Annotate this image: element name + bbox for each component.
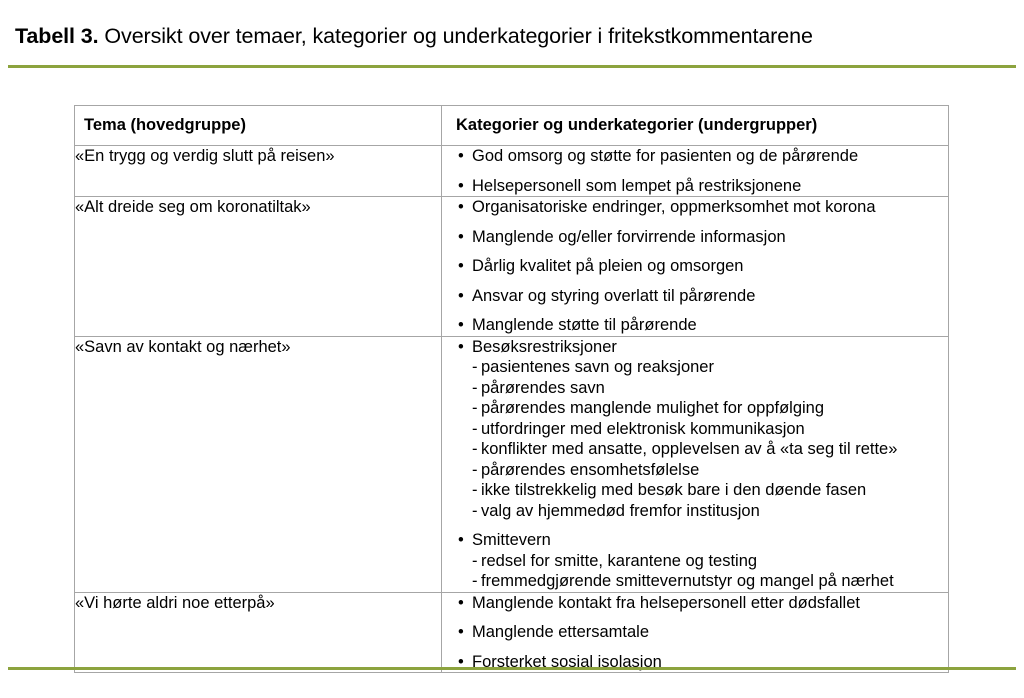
bullet-group xyxy=(442,286,948,307)
bullet-group xyxy=(442,593,948,614)
sub-bullet-list xyxy=(442,551,948,592)
bullet-group xyxy=(442,146,948,167)
bullet-item-label: Manglende og/eller forvirrende informasjon xyxy=(472,227,786,246)
sub-bullet-item xyxy=(442,460,948,481)
sub-bullet-item-label: utfordringer med elektronisk kommunikasjon xyxy=(481,419,805,438)
table-row xyxy=(75,197,949,337)
categories-cell xyxy=(442,592,949,673)
sub-bullet-item xyxy=(442,571,948,592)
bullet-dot-icon: • xyxy=(458,623,464,641)
sub-bullet-dash-icon: - xyxy=(472,460,478,479)
bullet-dot-icon: • xyxy=(458,652,464,671)
bullet-item xyxy=(442,197,948,218)
bullet-dot-icon: • xyxy=(458,147,464,165)
sub-bullet-item-label: konflikter med ansatte, opplevelsen av å «ta seg til rette» xyxy=(481,440,898,458)
bullet-item-label: Besøksrestriksjoner xyxy=(472,337,617,356)
sub-bullet-item xyxy=(442,501,948,522)
table-row xyxy=(75,592,949,673)
bullet-item xyxy=(442,176,948,197)
sub-bullet-item xyxy=(442,398,948,419)
bullet-item-label: Manglende kontakt fra helsepersonell etter dødsfallet xyxy=(472,593,860,612)
sub-bullet-dash-icon: - xyxy=(472,551,478,570)
categories-cell xyxy=(442,336,949,592)
bullet-group xyxy=(442,197,948,218)
bullet-dot-icon: • xyxy=(458,593,464,612)
categories-cell xyxy=(442,197,949,337)
bullet-item xyxy=(442,530,948,551)
bullet-dot-icon: • xyxy=(458,316,464,334)
caption-text: Oversikt over temaer, kategorier og underkategorier i fritekstkommentarene xyxy=(98,24,813,48)
bullet-group xyxy=(442,337,948,522)
bullet-dot-icon: • xyxy=(458,176,464,195)
sub-bullet-item-label: valg av hjemmedød fremfor institusjon xyxy=(481,501,760,520)
bullet-item xyxy=(442,337,948,358)
bullet-dot-icon: • xyxy=(458,198,464,216)
table-body xyxy=(75,146,949,673)
bullet-item xyxy=(442,146,948,167)
bullet-item xyxy=(442,286,948,307)
sub-bullet-item xyxy=(442,357,948,378)
sub-bullet-dash-icon: - xyxy=(472,419,478,438)
bullet-item-label: Dårlig kvalitet på pleien og omsorgen xyxy=(472,257,744,275)
bullet-item-label: Manglende støtte til pårørende xyxy=(472,316,697,334)
bullet-item-label: Helsepersonell som lempet på restriksjonene xyxy=(472,176,802,195)
bullet-item-label: Ansvar og styring overlatt til pårørende xyxy=(472,286,756,305)
sub-bullet-item-label: pårørendes manglende mulighet for oppfølging xyxy=(481,399,825,417)
sub-bullet-item xyxy=(442,419,948,440)
sub-bullet-dash-icon: - xyxy=(472,440,478,458)
bullet-dot-icon: • xyxy=(458,286,464,305)
sub-bullet-item xyxy=(442,480,948,501)
bullet-dot-icon: • xyxy=(458,531,464,549)
bullet-dot-icon: • xyxy=(458,337,464,356)
theme-cell: «Vi hørte aldri noe etterpå» xyxy=(75,592,442,673)
bullet-list xyxy=(442,197,948,336)
sub-bullet-dash-icon: - xyxy=(472,358,478,376)
sub-bullet-dash-icon: - xyxy=(472,399,478,417)
sub-bullet-item-label: redsel for smitte, karantene og testing xyxy=(481,551,758,570)
bullet-item-label: God omsorg og støtte for pasienten og de pårørende xyxy=(472,147,859,165)
bullet-list xyxy=(442,593,948,673)
sub-bullet-dash-icon: - xyxy=(472,501,478,520)
sub-bullet-item-label: pårørendes savn xyxy=(481,378,605,397)
table-container xyxy=(74,105,948,673)
bullet-list xyxy=(442,337,948,592)
sub-bullet-item-label: ikke tilstrekkelig med besøk bare i den døende fasen xyxy=(481,481,867,499)
sub-bullet-item xyxy=(442,439,948,460)
table-header xyxy=(75,106,949,146)
overview-table xyxy=(74,105,949,673)
bullet-item-label: Organisatoriske endringer, oppmerksomhet mot korona xyxy=(472,198,876,216)
table-caption xyxy=(15,22,813,50)
bullet-dot-icon: • xyxy=(458,257,464,275)
bullet-item xyxy=(442,227,948,248)
table-row xyxy=(75,336,949,592)
bullet-item-label: Forsterket sosial isolasjon xyxy=(472,652,662,671)
bullet-item xyxy=(442,593,948,614)
theme-cell: «Savn av kontakt og nærhet» xyxy=(75,336,442,592)
bullet-item-label: Manglende ettersamtale xyxy=(472,623,650,641)
bullet-group xyxy=(442,530,948,592)
bullet-group xyxy=(442,176,948,197)
bullet-item-label: Smittevern xyxy=(472,531,551,549)
bullet-group xyxy=(442,315,948,336)
bullet-list xyxy=(442,146,948,196)
bullet-group xyxy=(442,622,948,643)
bullet-item xyxy=(442,622,948,643)
bullet-group xyxy=(442,227,948,248)
bullet-dot-icon: • xyxy=(458,227,464,246)
accent-rule-top xyxy=(8,65,1016,68)
sub-bullet-list xyxy=(442,357,948,521)
sub-bullet-dash-icon: - xyxy=(472,378,478,397)
theme-cell: «Alt dreide seg om koronatiltak» xyxy=(75,197,442,337)
bullet-item xyxy=(442,256,948,277)
sub-bullet-item xyxy=(442,551,948,572)
theme-cell: «En trygg og verdig slutt på reisen» xyxy=(75,146,442,197)
bullet-group xyxy=(442,256,948,277)
column-header-categories: Kategorier og underkategorier (undergrupper) xyxy=(442,106,949,146)
column-header-theme: Tema (hovedgruppe) xyxy=(75,106,442,146)
sub-bullet-dash-icon: - xyxy=(472,572,478,590)
sub-bullet-item-label: fremmedgjørende smittevernutstyr og mangel på nærhet xyxy=(481,572,894,590)
table-row xyxy=(75,146,949,197)
sub-bullet-item-label: pasientenes savn og reaksjoner xyxy=(481,358,714,376)
sub-bullet-dash-icon: - xyxy=(472,481,478,499)
sub-bullet-item xyxy=(442,378,948,399)
caption-label: Tabell 3. xyxy=(15,24,99,48)
accent-rule-bottom xyxy=(8,667,1016,670)
table-header-row xyxy=(75,106,949,146)
categories-cell xyxy=(442,146,949,197)
sub-bullet-item-label: pårørendes ensomhetsfølelse xyxy=(481,460,700,479)
bullet-item xyxy=(442,315,948,336)
